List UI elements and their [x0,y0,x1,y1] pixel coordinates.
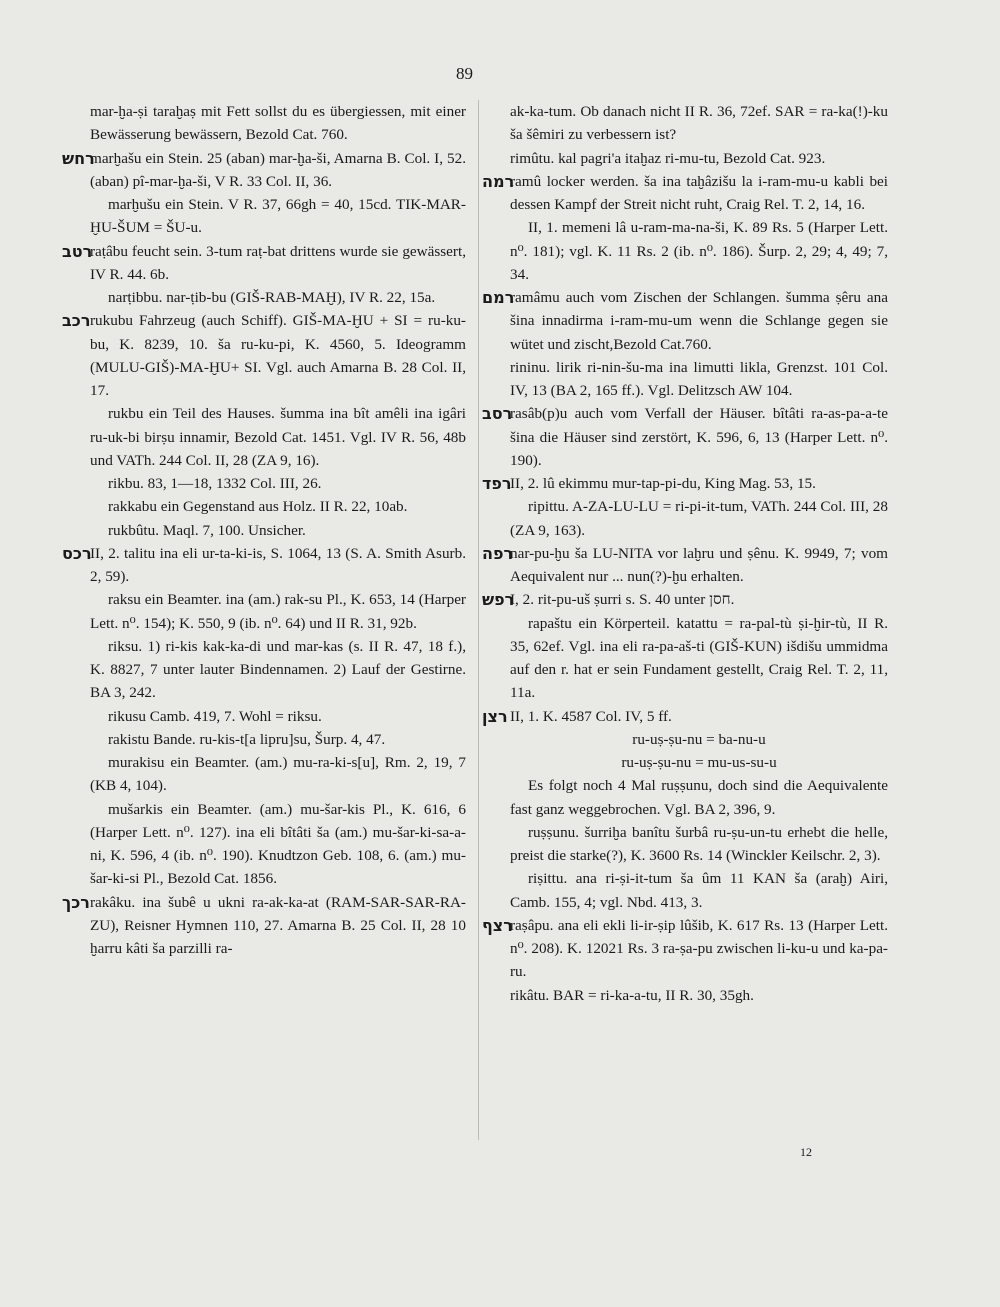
entry-text: riṣittu. ana ri-ṣi-it-tum ša ûm 11 KAN ša (araḫ) Airi, Camb. 155, 4; vgl. Nbd. 413, 3. [510,870,888,911]
entry-text: ripittu. A-ZA-LU-LU = ri-pi-it-tum, VATh. 244 Col. III, 28 (ZA 9, 163). [510,498,888,539]
hebrew-root: רמה [482,171,515,191]
entry-text: mar-ḫa-ṣi taraḫaṣ mit Fett sollst du es übergiessen, mit einer Bewässerung bewässern, Bezold Cat. 760. [90,103,466,144]
right-column [482,100,888,1007]
entry-text: raksu ein Beamter. ina (am.) rak-su Pl., K. 653, 14 (Harper Lett. n⁰. 154); K. 550, 9 (ib. n⁰. 64) und II R. 31, 92b. [90,591,466,632]
lexicon-paragraph [66,519,466,542]
lexicon-paragraph [486,147,888,170]
entry-text: murakisu ein Beamter. (am.) mu-ra-ki-s[u], Rm. 2, 19, 7 (KB 4, 104). [90,754,466,795]
lexicon-entry [482,402,888,472]
entry-text: rikusu Camb. 419, 7. Wohl = riksu. [108,707,322,725]
entry-text: riksu. 1) ri-kis kak-ka-di und mar-kas (s. II R. 47, 18 f.), K. 8827, 7 unter lauter Bindennamen. 2) Lauf der Gestirne. BA 3, 242. [90,637,466,702]
hebrew-root: רכס [62,543,92,563]
entry-text: rukbûtu. Maql. 7, 100. Unsicher. [108,521,306,539]
entry-text: rukbu ein Teil des Hauses. šumma ina bît amêli ina igâri ru-uk-bi birṣu innamir, Bezold Cat. 1451. Vgl. IV R. 56, 48b und VATh. 244 Col. II, 28 (ZA 9, 16). [90,405,466,469]
entry-text: narṭibbu. nar-ṭib-bu (GIŠ-RAB-MAḪ), IV R. 22, 15a. [108,289,436,306]
entry-text: II, 1. memeni lâ u-ram-ma-na-ši, K. 89 Rs. 5 (Harper Lett. n⁰. 181); vgl. K. 11 Rs. 2 (ib. n⁰. 186). Šurp. 2, 29; 4, 49; 7, 34. [510,219,888,283]
entry-text: rikâtu. BAR = ri-ka-a-tu, II R. 30, 35gh. [510,986,754,1004]
lexicon-entry [482,170,888,217]
lexicon-paragraph [486,984,888,1007]
entry-text: II, 1. K. 4587 Col. IV, 5 ff. [510,707,672,725]
lexicon-paragraph [66,588,466,635]
lexicon-paragraph [66,193,466,240]
lexicon-paragraph [66,751,466,798]
hebrew-root: רסב [482,404,513,424]
entry-text: marḫušu ein Stein. V R. 37, 66gh = 40, 15cd. TIK-MAR-ḪU-ŠUM = ŠU-u. [90,196,466,237]
entry-text: Es folgt noch 4 Mal ruṣṣunu, doch sind die Aequivalente fast ganz weggebrochen. Vgl. BA 2, 396, 9. [510,777,888,818]
lexicon-paragraph [486,495,888,542]
entry-text: nar-pu-ḫu ša LU-NITA vor laḫru und ṣênu. K. 9949, 7; vom Aequivalent nur ... nun(?)-ḫu erhalten. [510,544,888,585]
lexicon-paragraph [486,728,888,751]
entry-text: ramâmu auch vom Zischen der Schlangen. šumma ṣêru ana šina innadirma i-ram-mu-um wenn die Schlange gegen sie wütet und zischt,Bezold Cat.760. [510,289,888,353]
entry-text: marḫašu ein Stein. 25 (aban) mar-ḫa-ši, Amarna B. Col. I, 52. (aban) pî-mar-ḫa-ši, V R. 33 Col. II, 36. [90,149,466,190]
lexicon-entry [62,309,466,402]
lexicon-paragraph [486,612,888,705]
lexicon-paragraph [486,356,888,403]
lexicon-paragraph [66,495,466,518]
lexicon-paragraph [66,635,466,705]
column-divider [478,100,479,1140]
lexicon-paragraph [66,286,466,309]
lexicon-paragraph [66,100,466,147]
entry-text: ruṣṣunu. šurriḫa banîtu šurbâ ru-ṣu-un-tu erhebt die helle, preist die starke(?), K. 3600 Rs. 14 (Winckler Keilschr. 2, 3). [510,823,888,864]
entry-text: rapaštu ein Körperteil. katattu = ra-pal-tù ṣi-ḫir-tù, II R. 35, 62ef. Vgl. ina eli ra-pa-aš-ti (GIŠ-KUN) išdišu ummidma auf den r. hat er sein Fundament gestellt, Craig Rel. T. 2, 11, 11a. [510,614,888,702]
entry-text: mušarkis ein Beamter. (am.) mu-šar-kis Pl., K. 616, 6 (Harper Lett. n⁰. 127). ina eli bîtâti ša (am.) mu-šar-ki-sa-a-ni, K. 596, 4 (ib. n⁰. 190). Knudtzon Geb. 108, 6. (am.) mu-šar-ki-si Pl., Bezold Cat. 1856. [90,800,466,888]
hebrew-root: רצף [482,915,513,935]
hebrew-root: רכב [62,311,91,331]
lexicon-entry [62,542,466,589]
entry-text: ru-uṣ-ṣu-nu = mu-us-su-u [621,754,777,771]
lexicon-entry [482,914,888,984]
lexicon-entry [482,705,888,728]
hebrew-root: רטב [62,241,93,261]
lexicon-paragraph [486,216,888,286]
hebrew-root: רפד [482,474,512,493]
printer-signature: 12 [800,1145,812,1159]
hebrew-root: רפש [482,590,515,610]
lexicon-paragraph [66,402,466,472]
entry-text: raṭâbu feucht sein. 3-tum raṭ-bat drittens wurde sie gewässert, IV R. 44. 6b. [90,242,466,283]
entry-text: rakkabu ein Gegenstand aus Holz. II R. 22, 10ab. [108,498,408,516]
lexicon-paragraph [486,867,888,914]
entry-text: ak-ka-tum. Ob danach nicht II R. 36, 72ef. SAR = ra-ka(!)-ku ša šêmiri zu verbessern ist? [510,103,888,144]
left-column [62,100,466,960]
lexicon-entry [482,542,888,589]
entry-text: raṣâpu. ana eli ekli li-ir-ṣip lûšib, K. 617 Rs. 13 (Harper Lett. n⁰. 208). K. 12021 Rs. 3 ra-ṣa-pu zwischen li-ku-u und ka-pa-ru. [510,916,888,981]
entry-text: rimûtu. kal pagri'a itaḫaz ri-mu-tu, Bezold Cat. 923. [510,149,826,167]
entry-text: ramû locker werden. ša ina taḫâzišu la i-ram-mu-u kabli bei dessen Kampf der Streit nicht ruht, Craig Rel. T. 2, 14, 16. [510,172,888,213]
entry-text: II, 2. lû ekimmu mur-tap-pi-du, King Mag. 53, 15. [510,475,816,492]
hebrew-root: רכך [62,892,90,912]
lexicon-entry [62,147,466,194]
lexicon-paragraph [486,774,888,821]
entry-text: rukubu Fahrzeug (auch Schiff). GIŠ-MA-ḪU + SI = ru-ku-bu, K. 8239, 10. ša ru-ku-pi, K. 4560, 5. Ideogramm (MULU-GIŠ)-MA-ḪU+ SI. Vgl. auch Amarna B. 28 Col. II, 17. [90,312,466,399]
lexicon-paragraph [66,728,466,751]
entry-text: rakistu Bande. ru-kis-t[a lipru]su, Šurp. 4, 47. [108,730,386,748]
hebrew-root: רחש [62,148,95,168]
page-number: 89 [456,64,473,83]
hebrew-root: רצן [482,706,508,726]
entry-text: rasâb(p)u auch vom Verfall der Häuser. bîtâti ra-as-pa-a-te šina die Häuser sind zerstört, K. 596, 6, 13 (Harper Lett. n⁰. 190). [510,405,888,469]
lexicon-entry [482,588,888,611]
lexicon-paragraph [486,751,888,774]
lexicon-paragraph [66,472,466,495]
hebrew-root: רפה [482,543,514,563]
hebrew-root: רמם [482,288,515,307]
entry-text: I, 2. rit-pu-uš ṣurri s. S. 40 unter חסן. [510,591,735,609]
entry-text: II, 2. talitu ina eli ur-ta-ki-is, S. 1064, 13 (S. A. Smith Asurb. 2, 59). [90,544,466,585]
lexicon-paragraph [66,705,466,728]
entry-text: rikbu. 83, 1—18, 1332 Col. III, 26. [108,475,322,492]
entry-text: ru-uṣ-ṣu-nu = ba-nu-u [632,730,766,748]
lexicon-entry [482,286,888,356]
lexicon-paragraph [66,798,466,891]
lexicon-paragraph [486,100,888,147]
entry-text: rakâku. ina šubê u ukni ra-ak-ka-at (RAM-SAR-SAR-RA-ZU), Reisner Hymnen 110, 27. Amarna B. 25 Col. II, 28 10 ḫarru kâti ša parzilli ra- [90,893,466,957]
lexicon-paragraph [486,821,888,868]
entry-text: rininu. lirik ri-nin-šu-ma ina limutti likla, Grenzst. 101 Col. IV, 13 (BA 2, 165 ff.). Vgl. Delitzsch AW 104. [510,358,888,399]
lexicon-entry [62,240,466,287]
lexicon-entry [482,472,888,495]
lexicon-entry [62,891,466,961]
